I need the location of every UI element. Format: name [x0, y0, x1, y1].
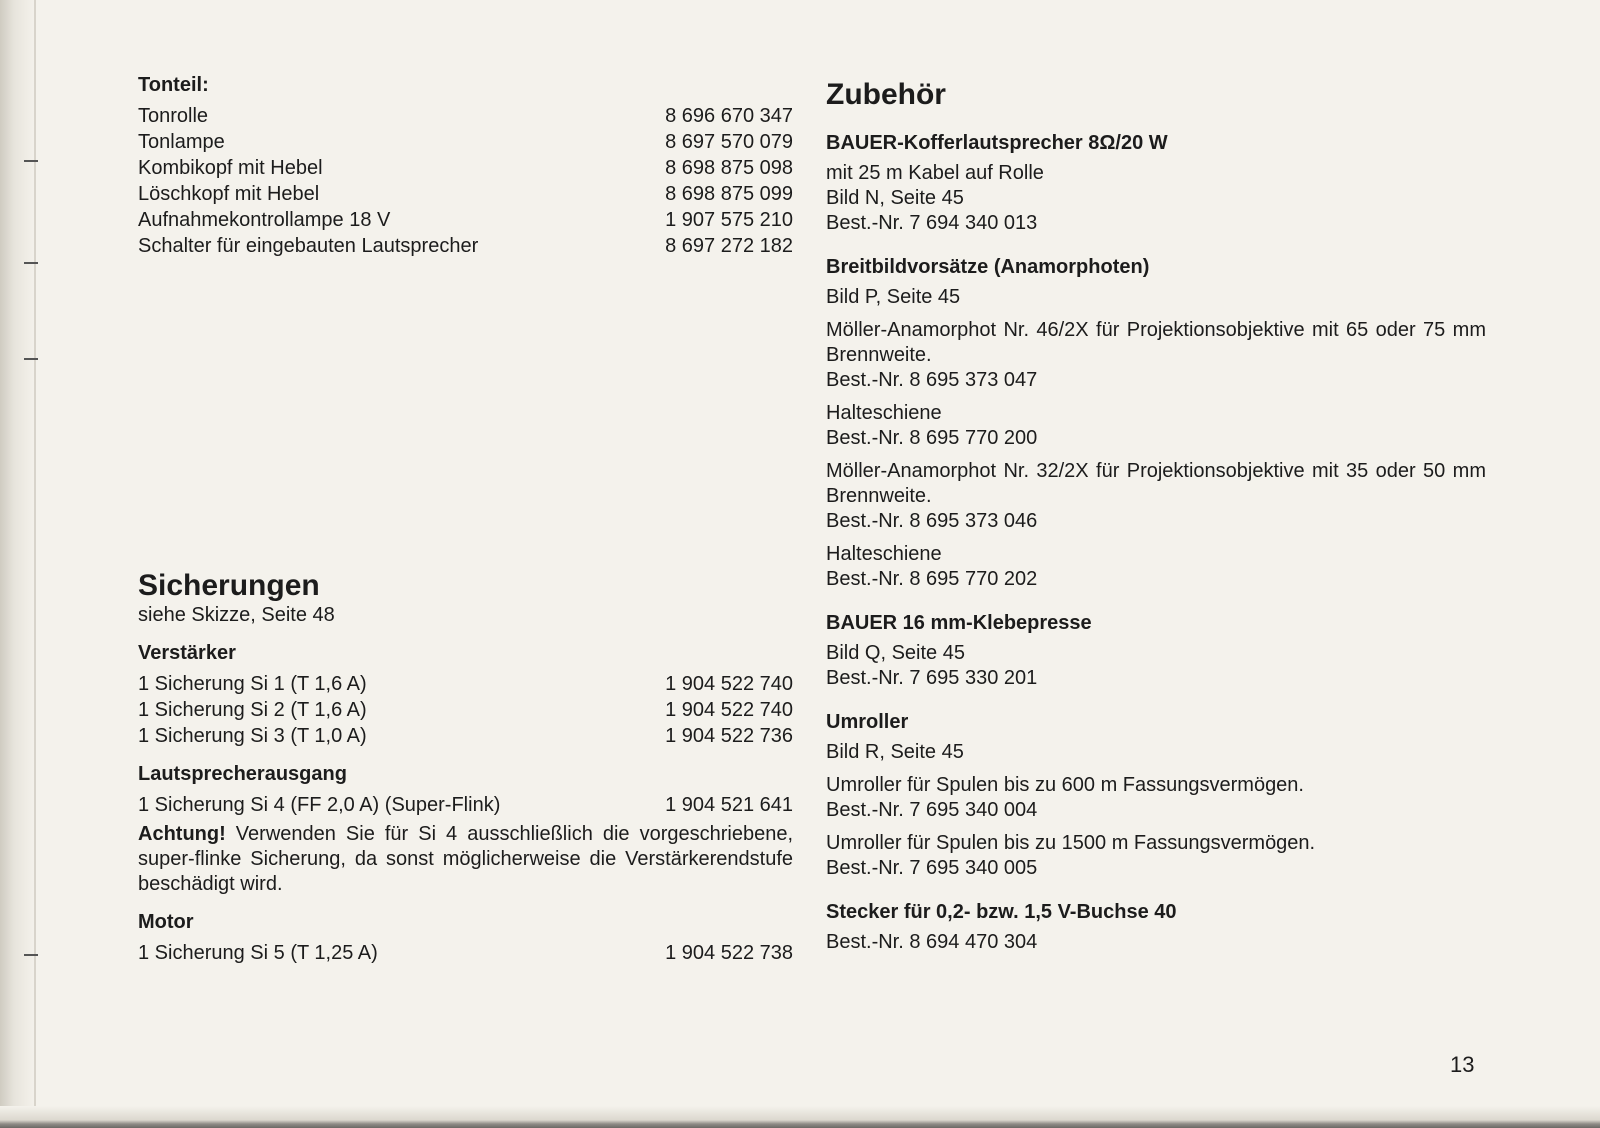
umroller-1500-text: Umroller für Spulen bis zu 1500 m Fassungsvermögen. — [826, 832, 1316, 854]
item-number: 8 696 670 347 — [665, 105, 793, 127]
list-item — [138, 181, 793, 207]
zubehoer-title: Zubehör — [826, 78, 946, 111]
list-item — [138, 207, 793, 233]
binding-mark — [24, 954, 38, 956]
halteschiene-1-nr: Best.-Nr. 8 695 770 200 — [826, 427, 1038, 449]
item-label: 1 Sicherung Si 5 (T 1,25 A) — [138, 942, 378, 964]
item-number: 1 907 575 210 — [665, 209, 793, 231]
item-label: Tonlampe — [138, 131, 225, 153]
list-item — [138, 697, 793, 723]
item-number: 1 904 522 740 — [665, 699, 793, 721]
halteschiene-1-text: Halteschiene — [826, 402, 942, 424]
motor-heading: Motor — [138, 911, 194, 933]
sicherungen-subtitle: siehe Skizze, Seite 48 — [138, 604, 335, 626]
item-number: 1 904 521 641 — [665, 794, 793, 816]
umroller-1500-nr: Best.-Nr. 7 695 340 005 — [826, 857, 1038, 879]
halteschiene-2-nr: Best.-Nr. 8 695 770 202 — [826, 568, 1038, 590]
anamorphot-32-nr: Best.-Nr. 8 695 373 046 — [826, 510, 1038, 532]
umroller-600-text: Umroller für Spulen bis zu 600 m Fassungsvermögen. — [826, 774, 1304, 796]
stecker-nr: Best.-Nr. 8 694 470 304 — [826, 931, 1038, 953]
item-number: 1 904 522 736 — [665, 725, 793, 747]
lautsprecherausgang-heading: Lautsprecherausgang — [138, 763, 347, 785]
item-number: 8 697 570 079 — [665, 131, 793, 153]
item-label: Tonrolle — [138, 105, 209, 127]
item-label: 1 Sicherung Si 3 (T 1,0 A) — [138, 725, 367, 747]
list-item — [138, 723, 793, 749]
klebepresse-nr: Best.-Nr. 7 695 330 201 — [826, 667, 1038, 689]
kofferlautsprecher-nr: Best.-Nr. 7 694 340 013 — [826, 212, 1038, 234]
list-item — [138, 671, 793, 697]
warning-text: Verwenden Sie für Si 4 ausschließlich die vorgeschriebene, super-flinke Sicherung, da sonst möglicherweise die Verstärkerendstufe beschädigt wird. — [138, 823, 793, 895]
page-bottom-edge — [0, 1106, 1600, 1128]
list-item — [138, 233, 793, 259]
klebepresse-heading: BAUER 16 mm-Klebepresse — [826, 612, 1092, 634]
item-number: 8 698 875 099 — [665, 183, 793, 205]
item-label: Löschkopf mit Hebel — [138, 183, 320, 205]
kofferlautsprecher-heading: BAUER-Kofferlautsprecher 8Ω/20 W — [826, 132, 1168, 154]
item-number: 1 904 522 738 — [665, 942, 793, 964]
halteschiene-2-text: Halteschiene — [826, 543, 942, 565]
binding-line — [34, 0, 36, 1128]
page-binding — [0, 0, 36, 1128]
verstaerker-heading: Verstärker — [138, 642, 236, 664]
breitbild-heading: Breitbildvorsätze (Anamorphoten) — [826, 256, 1150, 278]
anamorphot-46-nr: Best.-Nr. 8 695 373 047 — [826, 369, 1038, 391]
sicherungen-title: Sicherungen — [138, 569, 320, 602]
left-column — [138, 74, 793, 966]
list-item — [138, 940, 793, 966]
item-number: 1 904 522 740 — [665, 673, 793, 695]
binding-mark — [24, 358, 38, 360]
page-number: 13 — [1450, 1052, 1475, 1077]
umroller-heading: Umroller — [826, 711, 909, 733]
breitbild-bild: Bild P, Seite 45 — [826, 286, 961, 308]
list-item — [138, 129, 793, 155]
item-label: Aufnahmekontrollampe 18 V — [138, 209, 391, 231]
list-item — [138, 155, 793, 181]
warning-label: Achtung! — [138, 823, 226, 845]
binding-mark — [24, 262, 38, 264]
anamorphot-46-text: Möller-Anamorphot Nr. 46/2X für Projektionsobjektive mit 65 oder 75 mm Brennweite. — [826, 319, 1486, 366]
list-item — [138, 792, 793, 818]
item-number: 8 698 875 098 — [665, 157, 793, 179]
kofferlautsprecher-bild: Bild N, Seite 45 — [826, 187, 964, 209]
binding-mark — [24, 160, 38, 162]
item-label: 1 Sicherung Si 4 (FF 2,0 A) (Super-Flink) — [138, 794, 501, 816]
klebepresse-bild: Bild Q, Seite 45 — [826, 642, 965, 664]
item-label: Schalter für eingebauten Lautsprecher — [138, 235, 479, 257]
item-label: Kombikopf mit Hebel — [138, 157, 323, 179]
umroller-600-nr: Best.-Nr. 7 695 340 004 — [826, 799, 1038, 821]
item-label: 1 Sicherung Si 2 (T 1,6 A) — [138, 699, 367, 721]
tonteil-list — [138, 103, 793, 259]
stecker-heading: Stecker für 0,2- bzw. 1,5 V-Buchse 40 — [826, 901, 1177, 923]
anamorphot-32-text: Möller-Anamorphot Nr. 32/2X für Projektionsobjektive mit 35 oder 50 mm Brennweite. — [826, 460, 1486, 507]
right-column — [826, 74, 1486, 955]
warning-note — [138, 822, 793, 897]
tonteil-heading: Tonteil: — [138, 74, 209, 96]
item-label: 1 Sicherung Si 1 (T 1,6 A) — [138, 673, 367, 695]
kofferlautsprecher-line: mit 25 m Kabel auf Rolle — [826, 162, 1044, 184]
umroller-bild: Bild R, Seite 45 — [826, 741, 964, 763]
list-item — [138, 103, 793, 129]
item-number: 8 697 272 182 — [665, 235, 793, 257]
